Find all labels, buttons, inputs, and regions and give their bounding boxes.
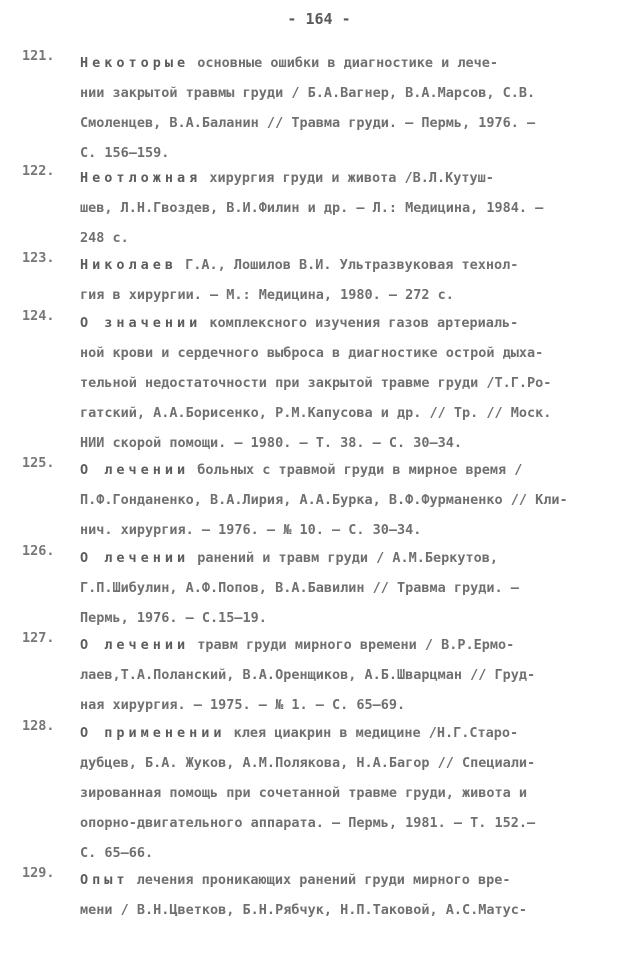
reference-number: 126. (22, 543, 55, 559)
reference-text: Некоторые основные ошибки в диагностике и лече- нии закрытой травмы груди / Б.А.Вагнер, В.А.Марсов, С.В. Смоленцев, В.А.Баланин // Травма груди. – Пермь, 1976. – С. 156–159. (80, 55, 536, 161)
page-number: - 164 - (287, 10, 351, 28)
reference-spaced-title: О лечении (80, 550, 190, 566)
reference-entry (22, 630, 622, 720)
reference-number: 123. (22, 250, 55, 266)
reference-number: 128. (22, 718, 55, 734)
reference-entry (22, 48, 622, 168)
reference-spaced-title: О применении (80, 725, 226, 741)
reference-text: О лечении травм груди мирного времени / В.Р.Ермо- лаев,Т.А.Поланский, В.А.Оренщиков, А.Б.Шварцман // Груд- ная хирургия. – 1975. – № 1. – С. 65–69. (80, 637, 536, 713)
reference-spaced-title: О лечении (80, 462, 190, 478)
reference-entry (22, 250, 622, 310)
reference-spaced-title: Неотложная (80, 170, 202, 186)
reference-entry (22, 163, 622, 253)
reference-number: 125. (22, 455, 55, 471)
reference-text: О лечении ранений и травм груди / А.М.Беркутов, Г.П.Шибулин, А.Ф.Попов, В.А.Бавилин // Травма груди. – Пермь, 1976. – С.15–19. (80, 550, 519, 626)
reference-number: 124. (22, 308, 55, 324)
reference-spaced-title: О лечении (80, 637, 190, 653)
reference-entry (22, 543, 622, 633)
reference-entry (22, 308, 622, 458)
reference-entry (22, 865, 622, 925)
reference-spaced-title: Николаев (80, 257, 178, 273)
reference-number: 122. (22, 163, 55, 179)
reference-spaced-title: Опыт (80, 872, 129, 888)
reference-spaced-title: Некоторые (80, 55, 190, 71)
reference-text: Опыт лечения проникающих ранений груди мирного вре- мени / В.Н.Цветков, Б.Н.Рябчук, Н.П.Таковой, А.С.Матус- (80, 872, 528, 918)
reference-spaced-title: О значении (80, 315, 202, 331)
reference-number: 121. (22, 48, 55, 64)
reference-entry (22, 718, 622, 868)
reference-text: О применении клея циакрин в медицине /Н.Г.Старо- дубцев, Б.А. Жуков, А.М.Полякова, Н.А.Багор // Специали- зированная помощь при сочетанной травме груди, живота и опорно-двигательного аппарата. – Пермь, 1981. – Т. 152.– С. 65–66. (80, 725, 536, 861)
reference-number: 129. (22, 865, 55, 881)
reference-text: Неотложная хирургия груди и живота /В.Л.Кутуш- шев, Л.Н.Гвоздев, В.И.Филин и др. – Л.: Медицина, 1984. – 248 с. (80, 170, 544, 246)
reference-text: О значении комплексного изучения газов артериаль- ной крови и сердечного выброса в диагностике острой дыха- тельной недостаточности при закрытой травме груди /Т.Г.Ро- гатский, А.А.Борисенко, Р.М.Капусова и др. // Тр. // Моск. НИИ скорой помощи. – 1980. – Т. 38. – С. 30–34. (80, 315, 552, 451)
reference-text: Николаев Г.А., Лошилов В.И. Ультразвуковая технол- гия в хирургии. – М.: Медицина, 1980. – 272 с. (80, 257, 519, 303)
reference-text: О лечении больных с травмой груди в мирное время / П.Ф.Гонданенко, В.А.Лирия, А.А.Бурка, В.Ф.Фурманенко // Кли- нич. хирургия. – 1976. – № 10. – С. 30–34. (80, 462, 568, 538)
reference-number: 127. (22, 630, 55, 646)
reference-entry (22, 455, 622, 545)
